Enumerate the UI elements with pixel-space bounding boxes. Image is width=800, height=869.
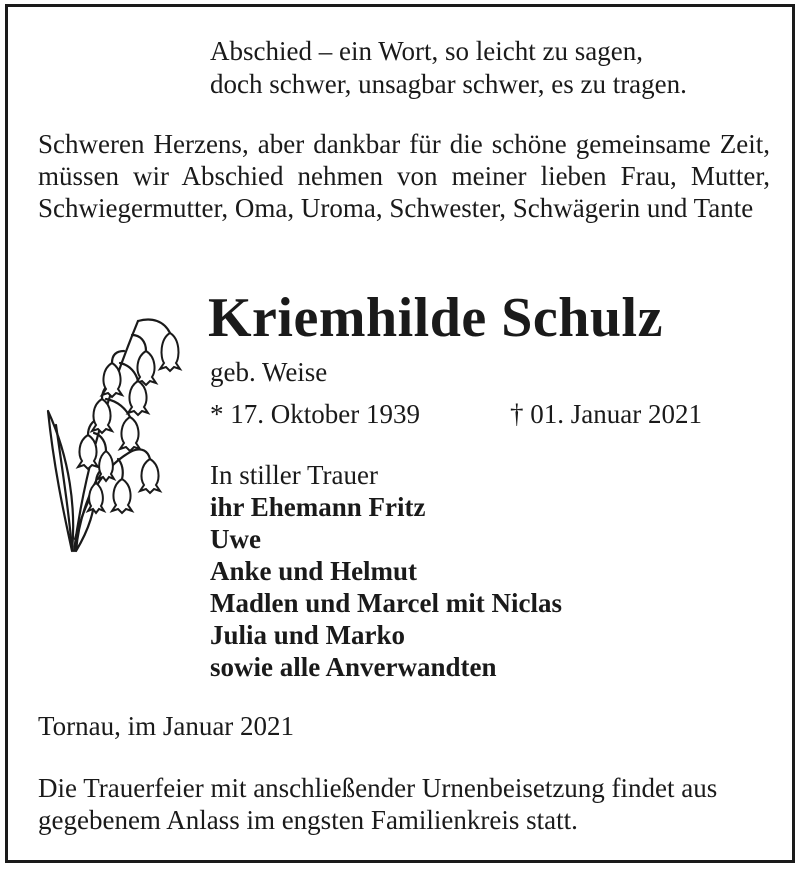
death-date: † 01. Januar 2021 (510, 399, 702, 429)
mourner-name: Uwe (210, 524, 261, 554)
mourner-name: sowie alle Anverwandten (210, 652, 497, 682)
quote-line-1: Abschied – ein Wort, so leicht zu sagen, (210, 36, 643, 66)
mourner-name: Madlen und Marcel mit Niclas (210, 588, 562, 618)
deceased-name: Kriemhilde Schulz (208, 287, 663, 349)
place-date: Tornau, im Januar 2021 (38, 711, 295, 741)
funeral-note-line-1: Die Trauerfeier mit anschließender Urnenbeisetzung findet aus (38, 773, 718, 803)
funeral-note-line-2: gegebenem Anlass im engsten Familienkreis statt. (38, 805, 578, 835)
obituary-notice (5, 4, 795, 863)
intro-text: Schweren Herzens, aber dankbar für die schöne gemeinsame Zeit, müssen wir Abschied nehmen von meiner lieben Frau, Mutter, Schwiegermutter, Oma, Uroma, Schwester, Schwägerin und Tante (38, 129, 770, 223)
maiden-name: geb. Weise (210, 357, 328, 387)
birth-date: * 17. Oktober 1939 (210, 399, 420, 429)
lily-of-the-valley-icon (36, 299, 186, 555)
mourner-name: Anke und Helmut (210, 556, 418, 586)
mourners-heading: In stiller Trauer (210, 460, 378, 490)
mourner-name: ihr Ehemann Fritz (210, 492, 426, 522)
mourner-name: Julia und Marko (210, 620, 406, 650)
quote-line-2: doch schwer, unsagbar schwer, es zu tragen. (210, 69, 687, 99)
